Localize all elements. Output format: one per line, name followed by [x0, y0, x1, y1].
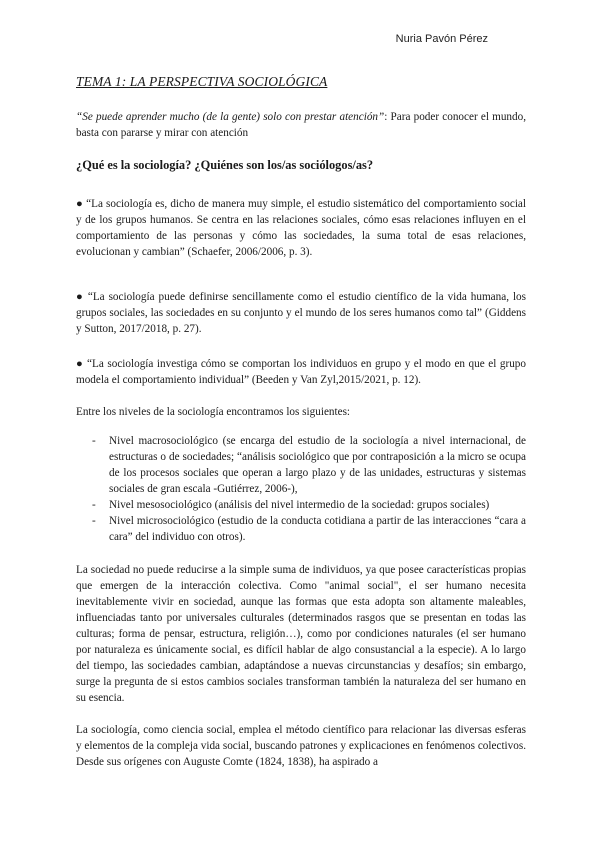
page-title: TEMA 1: LA PERSPECTIVA SOCIOLÓGICA	[76, 74, 328, 89]
section-heading: ¿Qué es la sociología? ¿Quiénes son los/as sociólogos/as?	[76, 158, 374, 172]
list-dash: -	[92, 499, 96, 511]
epigraph	[76, 109, 526, 141]
list-item-text: Nivel macrosociológico (se encarga del estudio de la sociología a nivel internacional, de estructuras o de sociedades; “análisis sociológico que por contraposición a la micro se ocupa de los procesos sociales que operan a largo plazo y de las unidades, estructuras y sistemas sociales de gran escala -Gutiérrez, 2006-),	[109, 435, 526, 495]
list-item	[92, 497, 526, 513]
definition-schaefer: ● “La sociología es, dicho de manera muy simple, el estudio sistemático del comportamiento social y de los grupos humanos. Se centra en las relaciones sociales, cómo esas relaciones influyen en el comportamiento de las personas y cómo las sociedades, la suma total de esas relaciones, evolucionan y cambian” (Schaefer, 2006/2006, p. 3).	[76, 198, 526, 258]
definition-beeden: ● “La sociología investiga cómo se comportan los individuos en grupo y el modo en que el grupo modela el comportamiento individual” (Beeden y Van Zyl,2015/2021, p. 12).	[76, 358, 526, 386]
list-item-text: Nivel microsociológico (estudio de la conducta cotidiana a partir de las interacciones “cara a cara” del individuo con otros).	[109, 515, 526, 543]
levels-intro: Entre los niveles de la sociología encontramos los siguientes:	[76, 406, 351, 418]
epigraph-quote: “Se puede aprender mucho (de la gente) solo con prestar atención”	[76, 111, 385, 123]
paragraph-society: La sociedad no puede reducirse a la simple suma de individuos, ya que posee características propias que emergen de la interacción colectiva. Como "animal social", el ser humano necesita inevitablemente vivir en sociedad, aunque las formas que esta adopta son altamente maleables, influenciadas tanto por universales culturales (determinados rasgos que se presentan en todas las culturas; forma de pensar, estructura, religión…), como por condiciones naturales (el ser humano por naturaleza es únicamente social, es difícil hablar de algo consustancial a la especie). A lo largo del tiempo, las sociedades cambian, adaptándose a nuevas circunstancias y desafíos; sin embargo, surge la pregunta de si estos cambios sociales transforman también la naturaleza del ser humano en su esencia.	[76, 564, 526, 704]
paragraph-sociology-science: La sociología, como ciencia social, emplea el método científico para relacionar las diversas esferas y elementos de la compleja vida social, buscando patrones y explicaciones en fenómenos colectivos. Desde sus orígenes con Auguste Comte (1824, 1838), ha aspirado a	[76, 724, 526, 768]
levels-list	[92, 433, 526, 545]
author-name: Nuria Pavón Pérez	[395, 33, 488, 45]
list-item	[92, 433, 526, 497]
list-item-text: Nivel mesosociológico (análisis del nivel intermedio de la sociedad: grupos sociales)	[109, 499, 490, 511]
list-dash: -	[92, 515, 96, 527]
epigraph-rest: : Para poder conocer el mundo, basta con pararse y mirar con atención	[76, 111, 527, 139]
list-item	[92, 513, 526, 545]
list-dash: -	[92, 435, 96, 447]
definition-giddens: ● “La sociología puede definirse sencillamente como el estudio científico de la vida humana, los grupos sociales, las sociedades en su conjunto y el mundo de los seres humanos como tal” (Giddens y Sutton, 2017/2018, p. 27).	[76, 291, 526, 335]
